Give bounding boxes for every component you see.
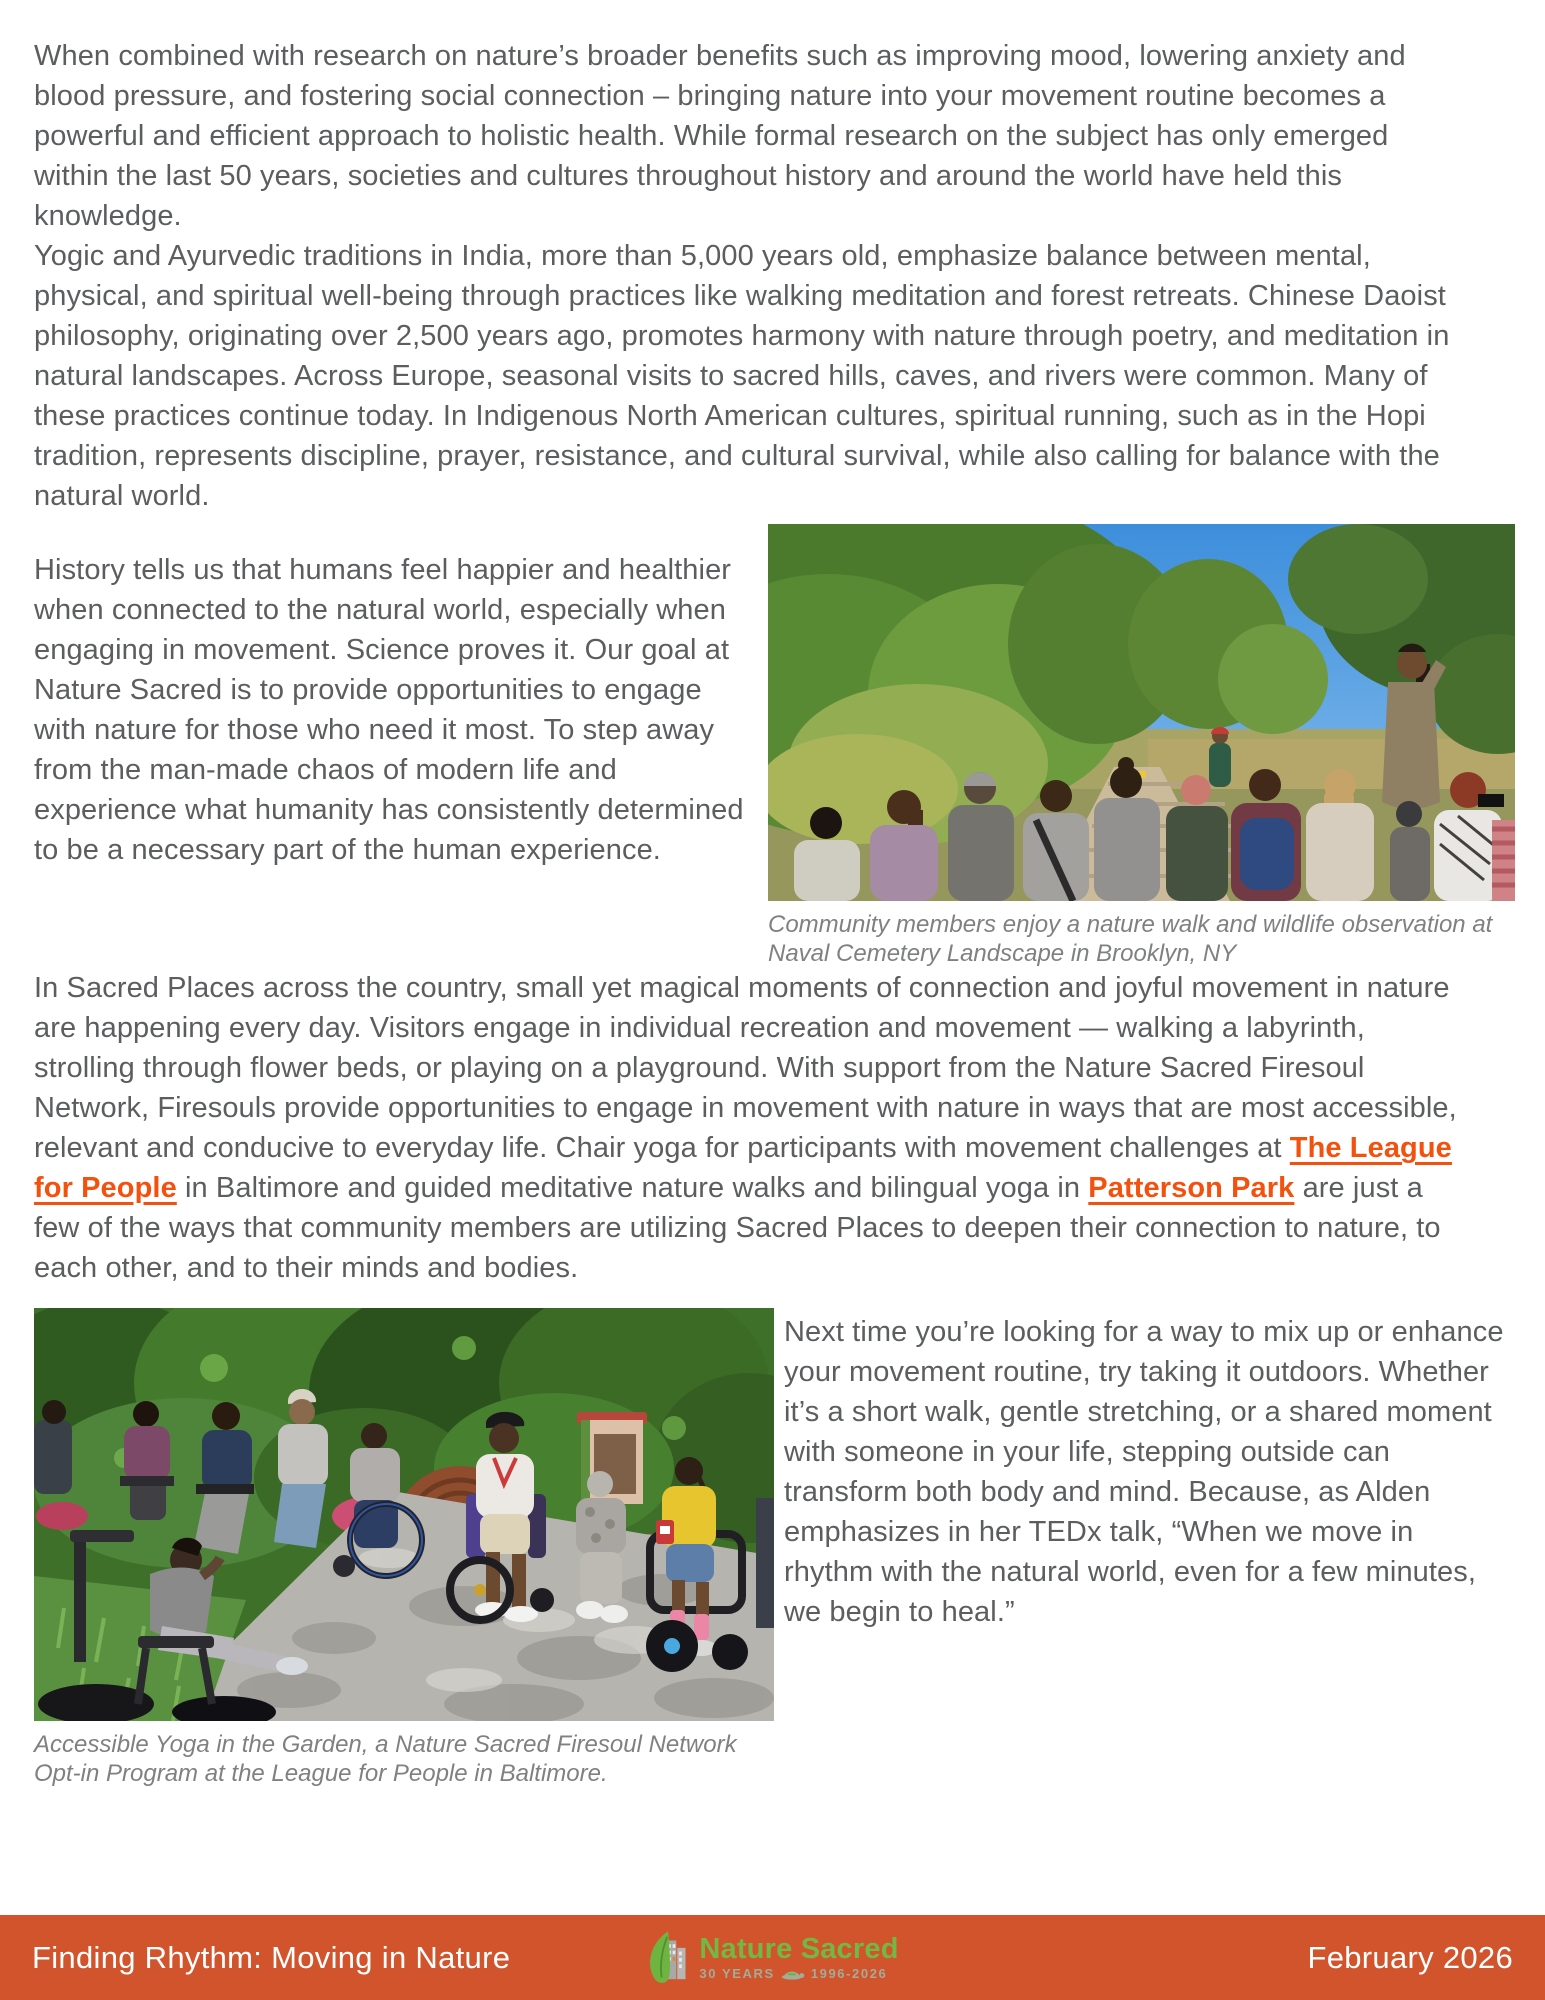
footer-title: Finding Rhythm: Moving in Nature xyxy=(32,1939,511,1975)
paragraph-intro: When combined with research on nature’s broader benefits such as improving mood, lowering anxiety and blood pressure, and fostering social connection – bringing nature into your movement routine becomes a powerful and efficient approach to holistic health. While formal research on the subject has only emerged within the last 50 years, societies and cultures throughout history and around the world have held this knowledge. xyxy=(34,40,1406,232)
section-next-time-with-photo xyxy=(34,1308,1515,1788)
paragraph-traditions: Yogic and Ayurvedic traditions in India, more than 5,000 years old, emphasize balance between mental, physical, and spiritual well-being through practices like walking meditation and forest retreats. Chinese Daoist philosophy, originating over 2,500 years ago, promotes harmony with nature through poetry, and meditation in natural landscapes. Across Europe, seasonal visits to sacred hills, caves, and rivers were common. Many of these practices continue today. In Indigenous North American cultures, spiritual running, such as in the Hopi tradition, represents discipline, prayer, resistance, and cultural survival, while also calling for balance with the natural world. xyxy=(34,240,1450,512)
nature-walk-photo-art xyxy=(768,524,1515,901)
footer-bar xyxy=(0,1915,1545,2000)
accessible-yoga-photo xyxy=(34,1308,784,1721)
nature-walk-photo xyxy=(768,524,1515,901)
logo-years: 30 YEARS xyxy=(699,1965,775,1981)
accessible-yoga-caption: Accessible Yoga in the Garden, a Nature Sacred Firesoul Network Opt-in Program at the League for People in Baltimore. xyxy=(34,1731,737,1787)
leaf-buildings-icon xyxy=(646,1929,692,1987)
paragraph-next-time: Next time you’re looking for a way to mix up or enhance your movement routine, try taking it outdoors. Whether it’s a short walk, gentle stretching, or a shared moment with someone in your life, stepping outside can transform both body and mind. Because, as Alden emphasizes in her TEDx talk, “When we move in rhythm with the natural world, even for a few minutes, we begin to heal.” xyxy=(784,1316,1504,1628)
logo-text xyxy=(699,1932,899,1981)
paragraph-sacred-places xyxy=(34,968,1471,1288)
sacred-places-text-1: In Sacred Places across the country, small yet magical moments of connection and joyful movement in nature are happening every day. Visitors engage in individual recreation and movement — walking a labyrinth, strolling through flower beds, or playing on a playground. With support from the Nature Sacred Firesoul Network, Firesouls provide opportunities to engage in movement with nature in ways that are most accessible, relevant and conducive to everyday life. Chair yoga for participants with movement challenges at xyxy=(34,972,1457,1164)
logo-wordmark: Nature Sacred xyxy=(699,1932,899,1965)
turtle-icon xyxy=(781,1967,805,1980)
figure-nature-walk xyxy=(768,524,1515,968)
sacred-places-text-3: are just a few of the ways that community members are utilizing Sacred Places to deepen their connection to nature, to each other, and to their minds and bodies. xyxy=(34,1172,1441,1284)
patterson-park-link[interactable]: Patterson Park xyxy=(1088,1172,1295,1204)
figure-accessible-yoga xyxy=(34,1308,784,1788)
sacred-places-text-2: in Baltimore and guided meditative nature walks and bilingual yoga in xyxy=(176,1172,1089,1204)
league-for-people-link[interactable]: The League for People xyxy=(34,1132,1452,1204)
paragraph-history: History tells us that humans feel happier and healthier when connected to the natural world, especially when engaging in movement. Science proves it. Our goal at Nature Sacred is to provide opportunities to engage with nature for those who need it most. To step away from the man-made chaos of modern life and experience what humanity has consistently determined to be a necessary part of the human experience. xyxy=(34,554,744,866)
section-history-with-photo xyxy=(34,524,1515,968)
nature-sacred-logo xyxy=(646,1929,898,1987)
nature-walk-caption: Community members enjoy a nature walk and wildlife observation at Naval Cemetery Landscape in Brooklyn, NY xyxy=(768,911,1493,967)
logo-range: 1996-2026 xyxy=(810,1965,888,1981)
accessible-yoga-photo-art xyxy=(34,1308,774,1721)
footer-date: February 2026 xyxy=(1307,1939,1513,1975)
logo-tagline xyxy=(699,1967,898,1981)
